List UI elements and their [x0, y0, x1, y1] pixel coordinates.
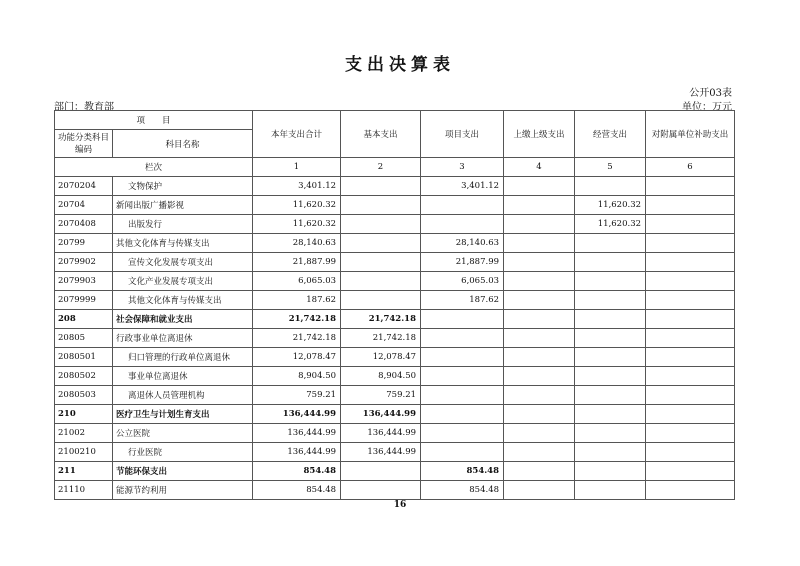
- row-subsidy-value: [646, 253, 735, 272]
- row-basic-value: 136,444.99: [341, 405, 421, 424]
- row-business-value: [575, 329, 646, 348]
- row-upper-value: [504, 177, 575, 196]
- header-upper: 上缴上级支出: [504, 111, 575, 158]
- col-index: 1: [253, 158, 341, 177]
- header-total: 本年支出合计: [253, 111, 341, 158]
- header-business: 经营支出: [575, 111, 646, 158]
- row-business-value: [575, 253, 646, 272]
- row-subsidy-value: [646, 348, 735, 367]
- table-row: [55, 272, 735, 291]
- row-upper-value: [504, 462, 575, 481]
- row-subsidy-value: [646, 481, 735, 500]
- table-row: [55, 367, 735, 386]
- row-subject-name: 出版发行: [113, 215, 253, 234]
- row-upper-value: [504, 291, 575, 310]
- row-subject-name: 离退休人员管理机构: [113, 386, 253, 405]
- row-upper-value: [504, 215, 575, 234]
- row-total-value: 11,620.32: [253, 196, 341, 215]
- row-code: 2080502: [55, 367, 113, 386]
- row-basic-value: [341, 196, 421, 215]
- col-index: 5: [575, 158, 646, 177]
- row-business-value: [575, 462, 646, 481]
- page-number: 16: [393, 500, 407, 510]
- row-code: 2100210: [55, 443, 113, 462]
- header-func-code: 功能分类科目编码: [55, 130, 113, 158]
- row-upper-value: [504, 443, 575, 462]
- row-subject-name: 其他文化体育与传媒支出: [113, 234, 253, 253]
- row-upper-value: [504, 310, 575, 329]
- row-basic-value: 136,444.99: [341, 443, 421, 462]
- row-code: 21002: [55, 424, 113, 443]
- row-code: 2079999: [55, 291, 113, 310]
- row-subject-name: 医疗卫生与计划生育支出: [113, 405, 253, 424]
- row-upper-value: [504, 481, 575, 500]
- row-total-value: 6,065.03: [253, 272, 341, 291]
- row-basic-value: [341, 272, 421, 291]
- table-row: [55, 405, 735, 424]
- row-basic-value: [341, 215, 421, 234]
- header-item: 项 目: [55, 111, 253, 130]
- header-subject-name: 科目名称: [113, 130, 253, 158]
- row-basic-value: [341, 234, 421, 253]
- table-row: [55, 291, 735, 310]
- row-subsidy-value: [646, 405, 735, 424]
- row-project-value: [421, 424, 504, 443]
- row-code: 2070408: [55, 215, 113, 234]
- table-row: [55, 348, 735, 367]
- row-upper-value: [504, 272, 575, 291]
- row-project-value: 187.62: [421, 291, 504, 310]
- row-project-value: 854.48: [421, 481, 504, 500]
- row-upper-value: [504, 234, 575, 253]
- row-subsidy-value: [646, 424, 735, 443]
- row-business-value: [575, 272, 646, 291]
- row-total-value: 136,444.99: [253, 424, 341, 443]
- col-index: 2: [341, 158, 421, 177]
- row-basic-value: 21,742.18: [341, 329, 421, 348]
- row-business-value: [575, 234, 646, 253]
- header-basic: 基本支出: [341, 111, 421, 158]
- unit-label: 单位：万元: [682, 102, 732, 113]
- row-code: 2070204: [55, 177, 113, 196]
- row-subject-name: 新闻出版广播影视: [113, 196, 253, 215]
- table-row: [55, 196, 735, 215]
- table-row: [55, 329, 735, 348]
- table-row: [55, 386, 735, 405]
- row-code: 21110: [55, 481, 113, 500]
- row-upper-value: [504, 348, 575, 367]
- row-total-value: 136,444.99: [253, 405, 341, 424]
- row-subsidy-value: [646, 310, 735, 329]
- row-upper-value: [504, 405, 575, 424]
- row-total-value: 21,887.99: [253, 253, 341, 272]
- expenditure-table: [54, 110, 735, 500]
- row-business-value: [575, 424, 646, 443]
- row-total-value: 187.62: [253, 291, 341, 310]
- table-row: [55, 253, 735, 272]
- row-upper-value: [504, 386, 575, 405]
- row-subsidy-value: [646, 272, 735, 291]
- row-total-value: 854.48: [253, 481, 341, 500]
- row-project-value: [421, 405, 504, 424]
- row-project-value: 21,887.99: [421, 253, 504, 272]
- row-project-value: [421, 386, 504, 405]
- row-business-value: [575, 443, 646, 462]
- row-business-value: 11,620.32: [575, 196, 646, 215]
- table-row: [55, 215, 735, 234]
- row-subject-name: 其他文化体育与传媒支出: [113, 291, 253, 310]
- row-total-value: 21,742.18: [253, 329, 341, 348]
- row-project-value: 3,401.12: [421, 177, 504, 196]
- table-row: [55, 443, 735, 462]
- row-code: 2079903: [55, 272, 113, 291]
- row-project-value: [421, 196, 504, 215]
- row-code: 2080501: [55, 348, 113, 367]
- row-subsidy-value: [646, 215, 735, 234]
- row-subject-name: 行政事业单位离退休: [113, 329, 253, 348]
- row-basic-value: 759.21: [341, 386, 421, 405]
- row-total-value: 11,620.32: [253, 215, 341, 234]
- table-row: [55, 234, 735, 253]
- department-label: 部门：教育部: [54, 102, 114, 113]
- row-code: 210: [55, 405, 113, 424]
- row-business-value: [575, 405, 646, 424]
- row-upper-value: [504, 329, 575, 348]
- row-project-value: 854.48: [421, 462, 504, 481]
- row-basic-value: [341, 291, 421, 310]
- row-subsidy-value: [646, 443, 735, 462]
- row-business-value: [575, 177, 646, 196]
- table-row: [55, 462, 735, 481]
- row-subject-name: 社会保障和就业支出: [113, 310, 253, 329]
- row-subsidy-value: [646, 234, 735, 253]
- row-basic-value: [341, 481, 421, 500]
- row-basic-value: [341, 462, 421, 481]
- row-subsidy-value: [646, 386, 735, 405]
- row-total-value: 12,078.47: [253, 348, 341, 367]
- col-index: 4: [504, 158, 575, 177]
- row-basic-value: 12,078.47: [341, 348, 421, 367]
- row-code: 2079902: [55, 253, 113, 272]
- row-subject-name: 节能环保支出: [113, 462, 253, 481]
- table-row: [55, 424, 735, 443]
- header-project: 项目支出: [421, 111, 504, 158]
- col-index: 6: [646, 158, 735, 177]
- row-business-value: [575, 291, 646, 310]
- page-title: 支出决算表: [345, 55, 455, 75]
- row-business-value: [575, 386, 646, 405]
- row-code: 2080503: [55, 386, 113, 405]
- row-basic-value: [341, 177, 421, 196]
- row-subject-name: 能源节约利用: [113, 481, 253, 500]
- row-subsidy-value: [646, 367, 735, 386]
- row-subject-name: 事业单位离退休: [113, 367, 253, 386]
- row-subsidy-value: [646, 196, 735, 215]
- table-row: [55, 177, 735, 196]
- row-business-value: [575, 348, 646, 367]
- row-code: 20799: [55, 234, 113, 253]
- header-subsidy: 对附属单位补助支出: [646, 111, 735, 158]
- row-subject-name: 文化产业发展专项支出: [113, 272, 253, 291]
- row-code: 20704: [55, 196, 113, 215]
- row-code: 20805: [55, 329, 113, 348]
- row-business-value: [575, 481, 646, 500]
- row-subsidy-value: [646, 462, 735, 481]
- row-subsidy-value: [646, 291, 735, 310]
- row-project-value: 6,065.03: [421, 272, 504, 291]
- row-subject-name: 归口管理的行政单位离退休: [113, 348, 253, 367]
- table-row: [55, 310, 735, 329]
- row-basic-value: [341, 253, 421, 272]
- table-row: [55, 481, 735, 500]
- header-line: 栏次: [55, 158, 253, 177]
- row-basic-value: 8,904.50: [341, 367, 421, 386]
- row-subsidy-value: [646, 329, 735, 348]
- row-project-value: [421, 367, 504, 386]
- row-business-value: [575, 367, 646, 386]
- row-project-value: [421, 348, 504, 367]
- row-project-value: [421, 215, 504, 234]
- row-upper-value: [504, 196, 575, 215]
- row-business-value: [575, 310, 646, 329]
- row-code: 208: [55, 310, 113, 329]
- row-project-value: 28,140.63: [421, 234, 504, 253]
- row-project-value: [421, 329, 504, 348]
- row-code: 211: [55, 462, 113, 481]
- form-code: 公开03表: [689, 88, 732, 99]
- row-business-value: 11,620.32: [575, 215, 646, 234]
- row-subject-name: 宣传文化发展专项支出: [113, 253, 253, 272]
- row-total-value: 21,742.18: [253, 310, 341, 329]
- row-subject-name: 行业医院: [113, 443, 253, 462]
- row-total-value: 28,140.63: [253, 234, 341, 253]
- row-total-value: 8,904.50: [253, 367, 341, 386]
- row-total-value: 3,401.12: [253, 177, 341, 196]
- row-total-value: 854.48: [253, 462, 341, 481]
- col-index: 3: [421, 158, 504, 177]
- row-total-value: 136,444.99: [253, 443, 341, 462]
- row-project-value: [421, 443, 504, 462]
- row-basic-value: 21,742.18: [341, 310, 421, 329]
- row-upper-value: [504, 367, 575, 386]
- row-total-value: 759.21: [253, 386, 341, 405]
- row-upper-value: [504, 253, 575, 272]
- row-basic-value: 136,444.99: [341, 424, 421, 443]
- row-subject-name: 文物保护: [113, 177, 253, 196]
- row-upper-value: [504, 424, 575, 443]
- row-subsidy-value: [646, 177, 735, 196]
- row-subject-name: 公立医院: [113, 424, 253, 443]
- row-project-value: [421, 310, 504, 329]
